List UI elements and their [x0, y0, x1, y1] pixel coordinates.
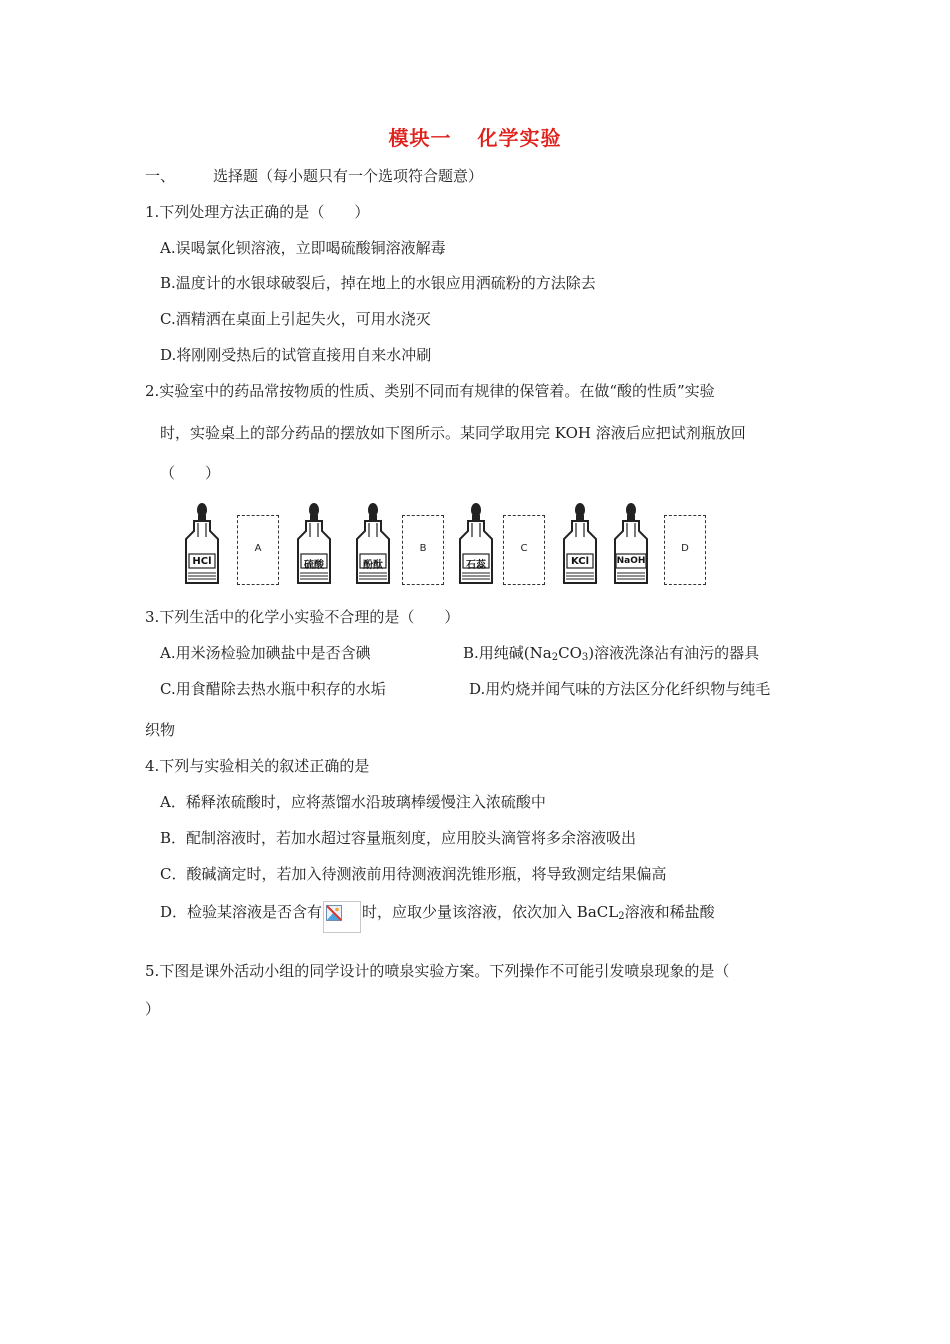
reagent-bottle-litmus	[454, 497, 498, 585]
bottle-label: 石蕊	[466, 560, 486, 571]
q5-stem-line2: ）	[145, 1000, 161, 1018]
q2-stem-line1: 2.实验室中的药品常按物质的性质、类别不同而有规律的保管着。在做“酸的性质”实验	[145, 382, 715, 400]
q3-option-d: D.用灼烧并闻气味的方法区分化纤织物与纯毛	[469, 680, 771, 698]
q3-option-b-post: )溶液洗涤沾有油污的器具	[588, 644, 760, 662]
q3-stem: 3.下列生活中的化学小实验不合理的是（ ）	[145, 608, 460, 626]
subscript: 2	[551, 652, 559, 663]
broken-image-icon	[323, 901, 361, 933]
bottle-label: HCl	[192, 556, 212, 567]
slot-label: A	[254, 543, 262, 554]
q4-option-d	[160, 901, 715, 933]
q3-option-a: A.用米汤检验加碘盐中是否含碘	[160, 644, 371, 662]
slot-label: D	[681, 543, 689, 554]
q4-stem: 4.下列与实验相关的叙述正确的是	[145, 757, 370, 775]
q2-stem-line2: 时，实验桌上的部分药品的摆放如下图所示。某同学取用完 KOH 溶液后应把试剂瓶放回	[160, 424, 746, 442]
reagent-bottles-figure	[180, 497, 720, 589]
q4-option-c: C．酸碱滴定时，若加入待测液前用待测液润洗锥形瓶，将导致测定结果偏高	[160, 865, 667, 883]
bottle-label: KCl	[570, 556, 590, 567]
q3-option-c: C.用食醋除去热水瓶中积存的水垢	[160, 680, 386, 698]
reagent-bottle-phenolphthalein	[351, 497, 395, 585]
reagent-bottle-naoh	[609, 497, 653, 585]
q4-option-b: B．配制溶液时，若加水超过容量瓶刻度，应用胶头滴管将多余溶液吸出	[160, 829, 637, 847]
title-part1: 模块一	[388, 126, 452, 150]
subscript: 2	[618, 911, 625, 922]
q3-option-b-mid: CO	[558, 644, 582, 662]
subscript: 3	[581, 652, 589, 663]
q4-option-d-pre: D．检验某溶液是否含有	[160, 903, 323, 921]
reagent-bottle-hcl	[180, 497, 224, 585]
q3-option-b-pre: B.用纯碱(Na	[463, 644, 552, 662]
slot-d	[664, 515, 706, 585]
bottle-label: 硫酸	[304, 560, 324, 571]
slot-label: B	[419, 543, 427, 554]
section-label: 一、	[145, 167, 176, 185]
section-text: 选择题（每小题只有一个选项符合题意）	[213, 167, 484, 185]
q4-option-d-end: 溶液和稀盐酸	[624, 903, 715, 921]
slot-label: C	[520, 543, 528, 554]
q3-option-b	[463, 642, 759, 663]
section-heading	[145, 165, 483, 186]
q4-option-d-post: 时，应取少量该溶液，依次加入 BaCL	[362, 903, 619, 921]
q1-option-b: B.温度计的水银球破裂后，掉在地上的水银应用洒硫粉的方法除去	[160, 274, 596, 292]
q1-option-a: A.误喝氯化钡溶液，立即喝硫酸铜溶液解毒	[160, 239, 446, 257]
slot-a	[237, 515, 279, 585]
q1-option-d: D.将刚刚受热后的试管直接用自来水冲刷	[160, 346, 432, 364]
reagent-bottle-sulfuric-acid	[292, 497, 336, 585]
q5-stem-line1: 5.下图是课外活动小组的同学设计的喷泉实验方案。下列操作不可能引发喷泉现象的是（	[145, 962, 730, 980]
bottle-label: NaOH	[616, 556, 646, 566]
slot-c	[503, 515, 545, 585]
title-part2: 化学实验	[477, 126, 562, 150]
reagent-bottle-kcl	[558, 497, 602, 585]
slot-b	[402, 515, 444, 585]
q2-stem-line3: （ ）	[160, 464, 221, 482]
q1-stem: 1.下列处理方法正确的是（ ）	[145, 203, 370, 221]
bottle-label: 酚酞	[363, 560, 383, 571]
q4-option-a: A．稀释浓硫酸时，应将蒸馏水沿玻璃棒缓慢注入浓硫酸中	[160, 793, 546, 811]
q3-option-d-continued: 织物	[145, 721, 176, 739]
page-title	[0, 122, 950, 151]
q1-option-c: C.酒精洒在桌面上引起失火，可用水浇灭	[160, 310, 431, 328]
